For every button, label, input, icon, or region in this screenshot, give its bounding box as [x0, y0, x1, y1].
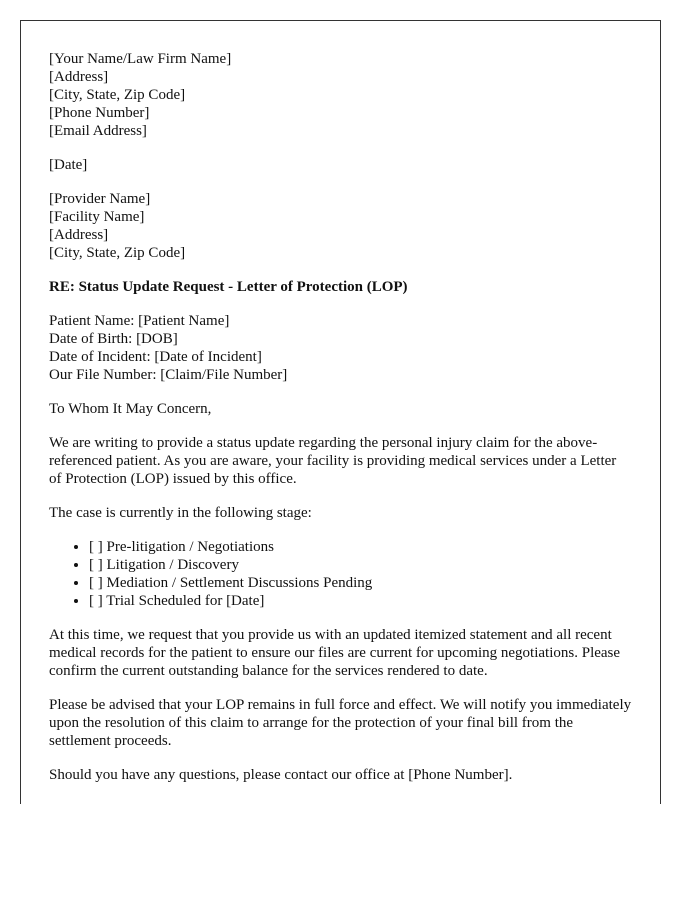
list-item: • [ ] Mediation / Settlement Discussions Pending [89, 574, 632, 592]
list-item: • [ ] Trial Scheduled for [Date] [89, 592, 632, 610]
list-item: • [ ] Litigation / Discovery [89, 556, 632, 574]
paragraph-stage: The case is currently in the following stage: [49, 505, 312, 521]
recipient-block: [Provider Name] [Facility Name] [Address] [City, State, Zip Code] [49, 191, 186, 261]
list-item: • [ ] Pre-litigation / Negotiations [89, 538, 632, 556]
sender-block: [Your Name/Law Firm Name] [Address] [City, State, Zip Code] [Phone Number] [Email Address] [49, 51, 232, 139]
paragraph-intro: We are writing to provide a status update regarding the personal injury claim for the above-referenced patient. As you are aware, your facility is providing medical services under a Letter of Protection (LOP) issued by this office. [49, 435, 617, 487]
paragraph-lop: Please be advised that your LOP remains in full force and effect. We will notify you immediately upon the resolution of this claim to arrange for the protection of your final bill from the settlement proceeds. [49, 697, 632, 749]
paragraph-contact: Should you have any questions, please contact our office at [Phone Number]. [49, 767, 513, 783]
patient-details: Patient Name: [Patient Name] Date of Birth: [DOB] Date of Incident: [Date of Incident] Our File Number: [Claim/File Number] [49, 313, 288, 383]
paragraph-request: At this time, we request that you provide us with an updated itemized statement and all recent medical records for the patient to ensure our files are current for upcoming negotiations. Please confirm the current outstanding balance for the services rendered to date. [49, 627, 621, 679]
letter-page [20, 20, 661, 804]
subject-line: RE: Status Update Request - Letter of Protection (LOP) [49, 279, 408, 295]
letter-date: [Date] [49, 157, 88, 173]
stage-list [49, 538, 632, 610]
salutation: To Whom It May Concern, [49, 401, 212, 417]
